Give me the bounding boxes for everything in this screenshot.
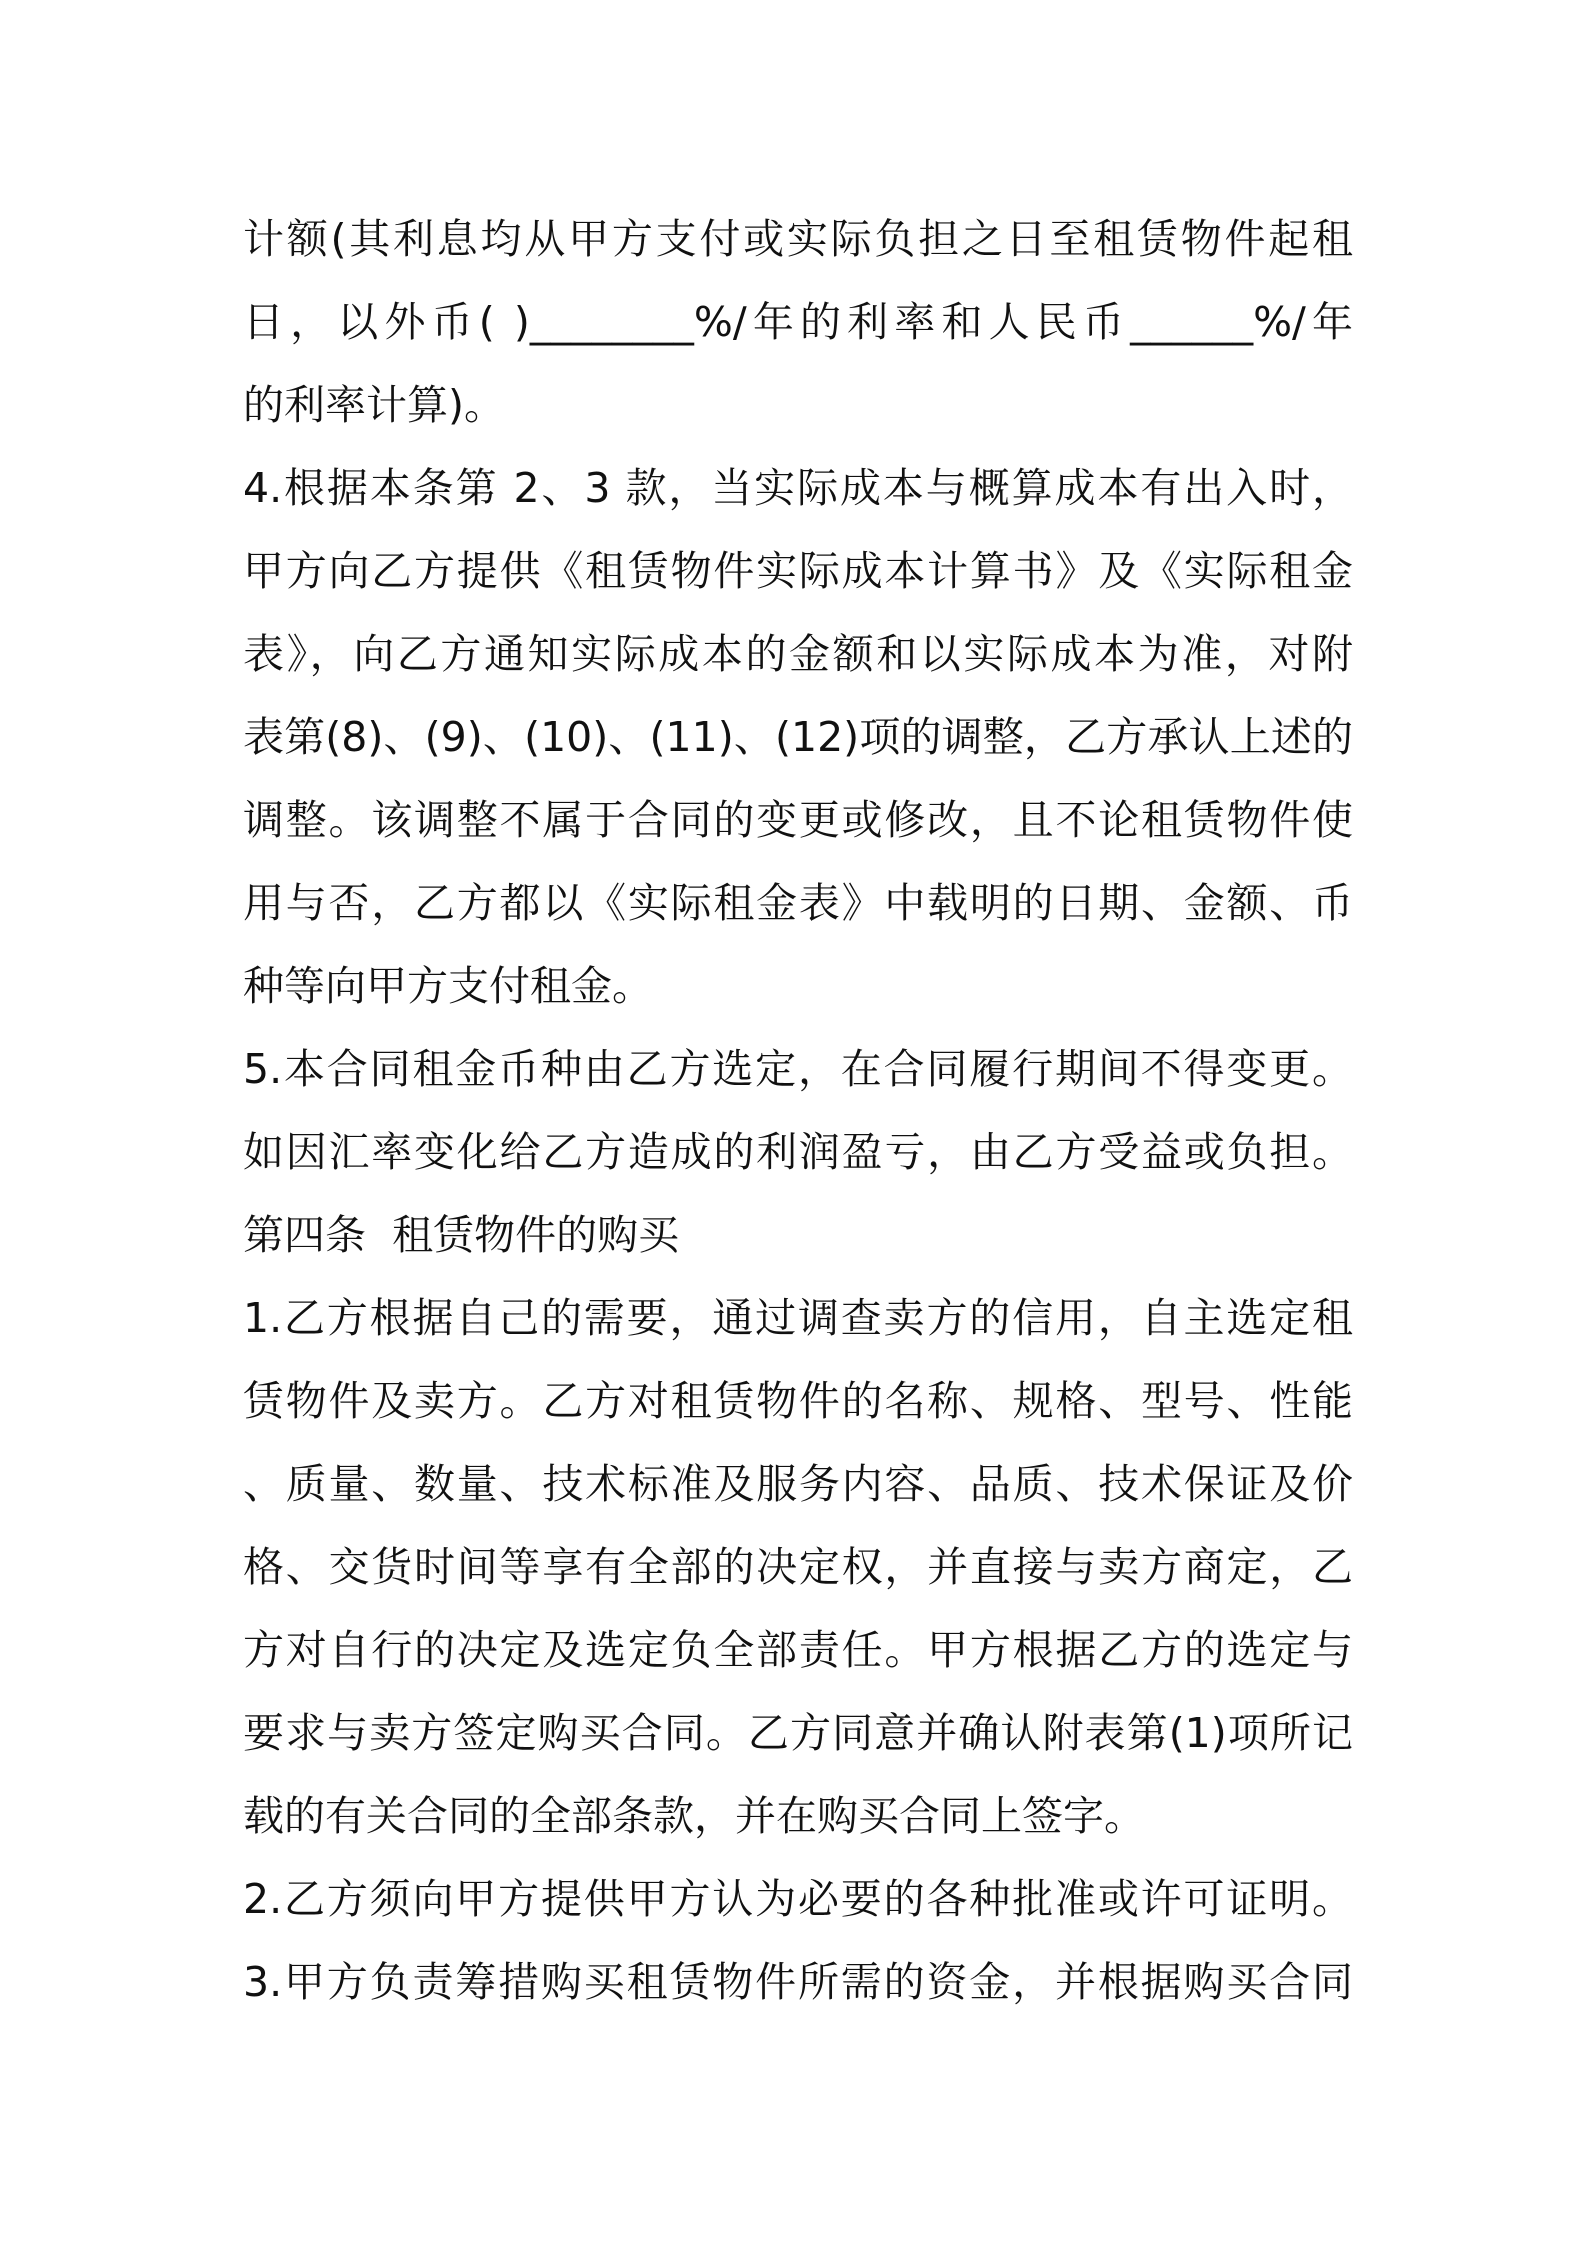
text-line-16: 、质量、数量、技术标准及服务内容、品质、技术保证及价 — [243, 1460, 1353, 1508]
text-line-5: 甲方向乙方提供《租赁物件实际成本计算书》及《实际租金 — [243, 547, 1353, 595]
text-line-21: 2.乙方须向甲方提供甲方认为必要的各种批准或许可证明。 — [243, 1875, 1353, 1923]
text-line-7: 表第(8)、(9)、(10)、(11)、(12)项的调整，乙方承认上述的 — [243, 713, 1353, 761]
text-line-18: 方对自行的决定及选定负全部责任。甲方根据乙方的选定与 — [243, 1626, 1353, 1674]
section-heading-article-4: 第四条 租赁物件的购买 — [243, 1211, 680, 1259]
text-line-14: 1.乙方根据自己的需要，通过调查卖方的信用，自主选定租 — [243, 1294, 1353, 1342]
text-line-10: 种等向甲方支付租金。 — [243, 962, 653, 1010]
text-line-2: 日，以外币( )________%/年的利率和人民币______%/年 — [243, 298, 1353, 346]
text-line-6: 表》，向乙方通知实际成本的金额和以实际成本为准，对附 — [243, 630, 1353, 678]
text-line-19: 要求与卖方签定购买合同。乙方同意并确认附表第(1)项所记 — [243, 1709, 1353, 1757]
text-line-8: 调整。该调整不属于合同的变更或修改，且不论租赁物件使 — [243, 796, 1353, 844]
text-line-22: 3.甲方负责筹措购买租赁物件所需的资金，并根据购买合同 — [243, 1958, 1353, 2006]
text-line-20: 载的有关合同的全部条款，并在购买合同上签字。 — [243, 1792, 1145, 1840]
text-line-4: 4.根据本条第 2、3 款，当实际成本与概算成本有出入时， — [243, 464, 1353, 512]
text-line-3: 的利率计算)。 — [243, 381, 505, 429]
text-line-17: 格、交货时间等享有全部的决定权，并直接与卖方商定，乙 — [243, 1543, 1353, 1591]
text-line-15: 赁物件及卖方。乙方对租赁物件的名称、规格、型号、性能 — [243, 1377, 1353, 1425]
text-line-12: 如因汇率变化给乙方造成的利润盈亏，由乙方受益或负担。 — [243, 1128, 1353, 1176]
text-line-1: 计额(其利息均从甲方支付或实际负担之日至租赁物件起租 — [243, 215, 1353, 263]
text-line-9: 用与否，乙方都以《实际租金表》中载明的日期、金额、币 — [243, 879, 1353, 927]
text-line-11: 5.本合同租金币种由乙方选定，在合同履行期间不得变更。 — [243, 1045, 1353, 1093]
contract-body-text — [243, 198, 1353, 2024]
